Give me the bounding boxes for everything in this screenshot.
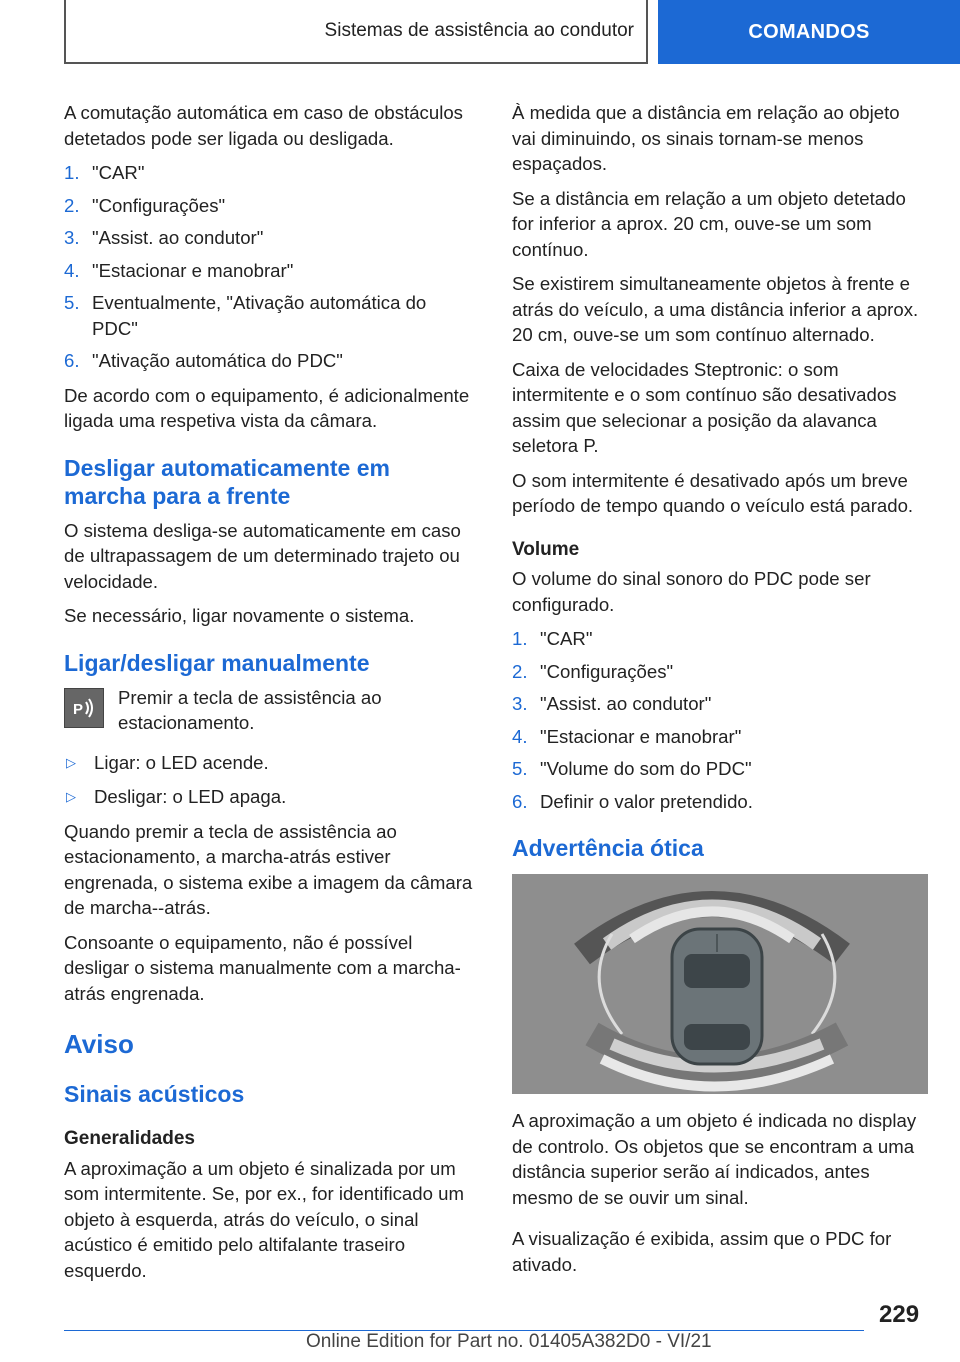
section-heading-otica: Advertência ótica — [512, 835, 704, 861]
step-text: "CAR" — [92, 162, 145, 183]
list-item — [64, 784, 476, 810]
step-number: 2. — [512, 660, 528, 682]
step-text: "Assist. ao condutor" — [540, 693, 712, 714]
paragraph: De acordo com o equipamento, é adicionalmente ligada uma respetiva vista da câmara. — [64, 384, 470, 431]
list-item — [512, 756, 924, 782]
subheading-generalidades: Generalidades — [64, 1128, 195, 1149]
list-item — [64, 750, 476, 776]
step-number: 1. — [64, 162, 80, 183]
list-item — [64, 258, 476, 284]
list-item — [512, 724, 924, 750]
paragraph: Se existirem simultaneamente objetos à frente e atrás do veículo, a uma distância inferior a aprox. 20 cm, ouve-se um som contínuo alternado. — [512, 273, 919, 345]
paragraph: A visualização é exibida, assim que o PDC for ativado. — [512, 1228, 892, 1275]
list-item — [64, 348, 476, 374]
page-number: 229 — [879, 1301, 920, 1328]
paragraph: Se necessário, ligar novamente o sistema. — [64, 605, 415, 626]
paragraph: O sistema desliga-se automaticamente em caso de ultrapassagem de um determinado trajeto ou velocidade. — [64, 519, 461, 592]
section-heading-manual: Ligar/desligar manualmente — [64, 649, 370, 676]
section-heading-aviso: Aviso — [64, 1029, 134, 1059]
step-number: 1. — [512, 628, 528, 649]
step-text: "Ativação automática do PDC" — [92, 350, 343, 371]
step-number: 5. — [64, 292, 80, 313]
step-number: 2. — [64, 194, 80, 216]
step-number: 3. — [64, 227, 80, 248]
paragraph: À medida que a distância em relação ao objeto vai diminuindo, os sinais tornam-se menos espaçados. — [512, 102, 900, 174]
header-section-title — [64, 0, 648, 64]
step-text: "Configurações" — [540, 660, 674, 682]
icon-paragraph — [64, 685, 476, 736]
step-text: "Estacionar e manobrar" — [92, 259, 294, 281]
paragraph: Quando premir a tecla de assistência ao estacionamento, a marcha-atrás estiver engrenada, o sistema exibe a imagem da câmara de marcha--atrás. — [64, 820, 473, 918]
left-column — [64, 100, 476, 1292]
step-number: 3. — [512, 693, 528, 714]
list-item — [512, 626, 924, 652]
step-text: Definir o valor pretendido. — [540, 790, 753, 812]
bullet-text: Desligar: o LED apaga. — [94, 786, 287, 807]
steps-list — [512, 626, 924, 814]
steps-list — [64, 160, 476, 374]
pdc-display-svg — [512, 874, 928, 1094]
step-number: 6. — [512, 790, 528, 812]
paragraph: Se a distância em relação a um objeto detetado for inferior a aprox. 20 cm, ouve-se um som contínuo. — [512, 187, 906, 260]
step-text: "Configurações" — [92, 194, 226, 216]
list-item — [64, 290, 476, 341]
step-text: "CAR" — [540, 628, 593, 649]
step-number: 6. — [64, 350, 80, 371]
paragraph: Consoante o equipamento, não é possível desligar o sistema manualmente com a marcha-atrás engrenada. — [64, 931, 461, 1004]
paragraph: A aproximação a um objeto é indicada no display de controlo. Os objetos que se encontram a uma distância superior serão aí indicados, antes mesmo de se ouvir um sinal. — [512, 1110, 917, 1208]
step-text: "Estacionar e manobrar" — [540, 725, 742, 747]
section-heading-auto-off: Desligar automaticamente em marcha para a frente — [64, 454, 390, 509]
list-item — [512, 789, 924, 815]
parking-assist-button-icon — [64, 688, 104, 728]
list-item — [64, 225, 476, 251]
paragraph: O som intermitente é desativado após um breve período de tempo quando o veículo está parado. — [512, 469, 914, 516]
list-item — [512, 659, 924, 685]
section-title: Sistemas de assistência ao condutor — [324, 20, 634, 41]
list-item — [64, 160, 476, 186]
step-number: 4. — [512, 725, 528, 747]
section-heading-sinais: Sinais acústicos — [64, 1081, 245, 1107]
list-item — [512, 691, 924, 717]
bullet-text: Ligar: o LED acende. — [94, 751, 269, 773]
paragraph: A comutação automática em caso de obstáculos detetados pode ser ligada ou desligada. — [64, 102, 463, 149]
triangle-bullet-icon: ▷ — [66, 754, 76, 770]
chapter-tab-label: COMANDOS — [748, 20, 870, 43]
paragraph: Caixa de velocidades Steptronic: o som intermitente e o som contínuo são desativados assim que selecionar a posição da alavanca seletora P. — [512, 358, 897, 456]
step-number: 4. — [64, 259, 80, 281]
right-column — [512, 100, 924, 1286]
paragraph: Premir a tecla de assistência ao estacionamento. — [118, 686, 382, 733]
list-item — [64, 193, 476, 219]
chapter-tab[interactable] — [658, 0, 960, 64]
step-text: "Volume do som do PDC" — [540, 758, 752, 779]
step-text: Eventualmente, "Ativação automática do PDC" — [92, 292, 427, 339]
bullet-list — [64, 750, 476, 810]
footer-edition: Online Edition for Part no. 01405A382D0 - VI/21 — [306, 1331, 712, 1352]
paragraph: A aproximação a um objeto é sinalizada por um som intermitente. Se, por ex., for identificado um objeto à esquerda, atrás do veículo, o sinal acústico é emitido pelo altifalante traseiro esquerdo. — [64, 1157, 464, 1281]
pdc-display-illustration — [512, 874, 928, 1094]
step-text: "Assist. ao condutor" — [92, 227, 264, 248]
svg-text:P: P — [73, 700, 84, 718]
subheading-volume: Volume — [512, 538, 580, 560]
step-number: 5. — [512, 758, 528, 779]
triangle-bullet-icon: ▷ — [66, 789, 76, 804]
paragraph: O volume do sinal sonoro do PDC pode ser configurado. — [512, 568, 871, 615]
